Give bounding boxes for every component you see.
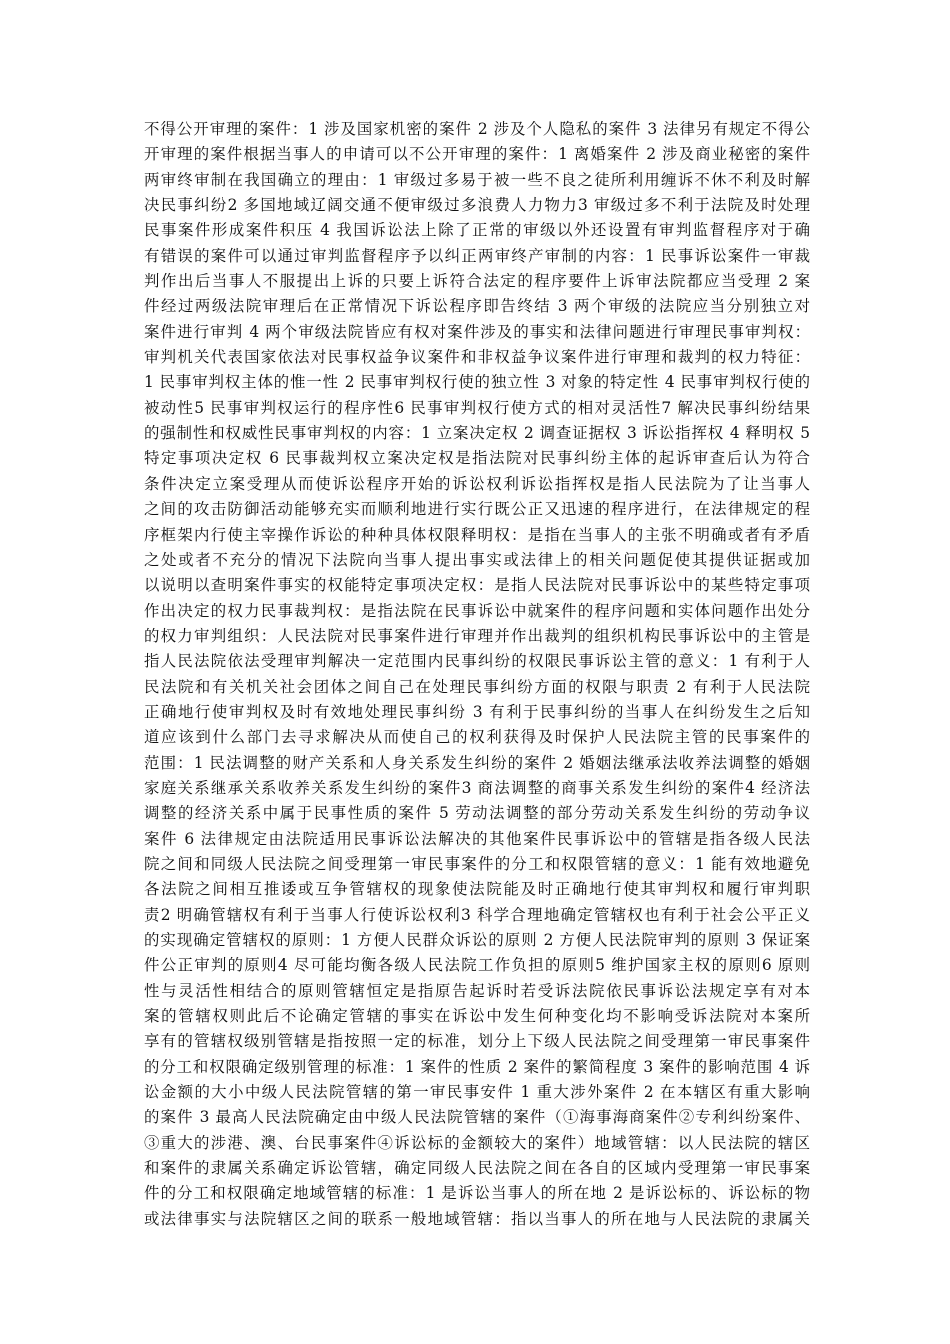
text-line: 院之间和同级人民法院之间受理第一审民事案件的分工和权限管辖的意义：1 能有效地避免: [144, 854, 810, 873]
text-line: 件公正审判的原则4 尽可能均衡各级人民法院工作负担的原则5 维护国家主权的原则6 原则: [144, 956, 810, 975]
text-line: 两审终审制在我国确立的理由：1 审级过多易于被一些不良之徒所利用缠诉不休不利及时解: [144, 170, 810, 189]
text-line: 的分工和权限确定级别管理的标准：1 案件的性质 2 案件的繁简程度 3 案件的影响范围 4 诉: [144, 1057, 810, 1076]
text-line: 各法院之间相互推诿或互争管辖权的现象使法院能及时正确地行使其审判权和履行审判职: [144, 880, 810, 899]
text-line: 开审理的案件根据当事人的申请可以不公开审理的案件：1 离婚案件 2 涉及商业秘密的案件: [144, 145, 810, 164]
text-line: 民事案件形成案件积压 4 我国诉讼法上除了正常的审级以外还设置有审判监督程序对于确: [144, 221, 810, 240]
text-line: 审判机关代表国家依法对民事权益争议案件和非权益争议案件进行审理和裁判的权力特征：: [144, 348, 810, 367]
text-line: 之间的攻击防御活动能够充实而顺利地进行实行既公正又迅速的程序进行，在法律规定的程: [144, 500, 810, 519]
text-line: 的案件 3 最高人民法院确定由中级人民法院管辖的案件（①海事海商案件②专利纠纷案件、: [144, 1108, 810, 1127]
text-line: 调整的经济关系中属于民事性质的案件 5 劳动法调整的部分劳动关系发生纠纷的劳动争议: [144, 804, 810, 823]
text-line: 件的分工和权限确定地域管辖的标准：1 是诉讼当事人的所在地 2 是诉讼标的、诉讼标的物: [144, 1184, 810, 1203]
text-line: 正确地行使审判权及时有效地处理民事纠纷 3 有利于民事纠纷的当事人在纠纷发生之后知: [144, 702, 810, 721]
text-line: 决民事纠纷2 多国地域辽阔交通不便审级过多浪费人力物力3 审级过多不利于法院及时处理: [144, 196, 810, 215]
text-line: 以说明以查明案件事实的权能特定事项决定权：是指人民法院对民事诉讼中的某些特定事项: [144, 576, 810, 595]
body-text: [144, 117, 810, 1232]
text-line: 的实现确定管辖权的原则：1 方便人民群众诉讼的原则 2 方便人民法院审判的原则 3 保证案: [144, 931, 810, 949]
text-line: 件经过两级法院审理后在正常情况下诉讼程序即告终结 3 两个审级的法院应当分别独立对: [144, 297, 810, 316]
text-line: 序框架内行使主宰操作诉讼的种种具体权限释明权：是指在当事人的主张不明确或者有矛盾: [144, 525, 810, 544]
text-line: 被动性5 民事审判权运行的程序性6 民事审判权行使方式的相对灵活性7 解决民事纠纷结果: [144, 398, 810, 417]
text-line: 或法律事实与法院辖区之间的联系一般地域管辖：指以当事人的所在地与人民法院的隶属关: [144, 1209, 810, 1228]
text-line: ③重大的涉港、澳、台民事案件④诉讼标的金额较大的案件）地域管辖：以人民法院的辖区: [144, 1133, 810, 1152]
text-line: 判作出后当事人不服提出上诉的只要上诉符合法定的程序要件上诉审法院都应当受理 2 案: [144, 272, 810, 291]
text-line: 案件进行审判 4 两个审级法院皆应有权对案件涉及的事实和法律问题进行审理民事审判权：: [144, 322, 810, 341]
text-line: 享有的管辖权级别管辖是指按照一定的标准，划分上下级人民法院之间受理第一审民事案件: [144, 1032, 810, 1051]
text-line: 有错误的案件可以通过审判监督程序予以纠正两审终产审制的内容：1 民事诉讼案件一审裁: [144, 246, 810, 265]
text-line: 家庭关系继承关系收养关系发生纠纷的案件3 商法调整的商事关系发生纠纷的案件4 经济法: [144, 778, 810, 797]
text-line: 范围：1 民法调整的财产关系和人身关系发生纠纷的案件 2 婚姻法继承法收养法调整的婚姻: [144, 753, 810, 772]
text-line: 之处或者不充分的情况下法院向当事人提出事实或法律上的相关问题促使其提供证据或加: [144, 550, 810, 569]
text-line: 1 民事审判权主体的惟一性 2 民事审判权行使的独立性 3 对象的特定性 4 民事审判权行使的: [144, 373, 810, 392]
text-line: 条件决定立案受理从而使诉讼程序开始的诉讼权利诉讼指挥权是指人民法院为了让当事人: [144, 474, 810, 493]
text-line: 特定事项决定权 6 民事裁判权立案决定权是指法院对民事纠纷主体的起诉审查后认为符合: [144, 449, 810, 468]
text-line: 案件 6 法律规定由法院适用民事诉讼法解决的其他案件民事诉讼中的管辖是指各级人民法: [144, 829, 810, 848]
text-line: 的权力审判组织：人民法院对民事案件进行审理并作出裁判的组织机构民事诉讼中的主管是: [144, 626, 810, 645]
text-line: 的强制性和权威性民事审判权的内容：1 立案决定权 2 调查证据权 3 诉讼指挥权 4 释明权 5: [144, 424, 810, 443]
text-line: 责2 明确管辖权有利于当事人行使诉讼权利3 科学合理地确定管辖权也有利于社会公平正义: [144, 905, 810, 924]
text-line: 案的管辖权则此后不论确定管辖的事实在诉讼中发生何种变化均不影响受诉法院对本案所: [144, 1007, 810, 1026]
text-line: 讼金额的大小中级人民法院管辖的第一审民事安件 1 重大涉外案件 2 在本辖区有重大影响: [144, 1083, 810, 1102]
text-line: 民法院和有关机关社会团体之间自己在处理民事纠纷方面的权限与职责 2 有利于人民法院: [144, 677, 810, 696]
text-line: 道应该到什么部门去寻求解决从而使自己的权利获得及时保护人民法院主管的民事案件的: [144, 728, 810, 747]
text-line: 作出决定的权力民事裁判权：是指法院在民事诉讼中就案件的程序问题和实体问题作出处分: [144, 601, 810, 620]
text-line: 不得公开审理的案件：1 涉及国家机密的案件 2 涉及个人隐私的案件 3 法律另有规定不得公: [144, 120, 810, 138]
text-line: 指人民法院依法受理审判解决一定范围内民事纠纷的权限民事诉讼主管的意义：1 有利于人: [144, 652, 810, 671]
text-line: 性与灵活性相结合的原则管辖恒定是指原告起诉时若受诉法院依民事诉讼法规定享有对本: [144, 981, 810, 1000]
text-line: 和案件的隶属关系确定诉讼管辖，确定同级人民法院之间在各自的区域内受理第一审民事案: [144, 1159, 810, 1178]
